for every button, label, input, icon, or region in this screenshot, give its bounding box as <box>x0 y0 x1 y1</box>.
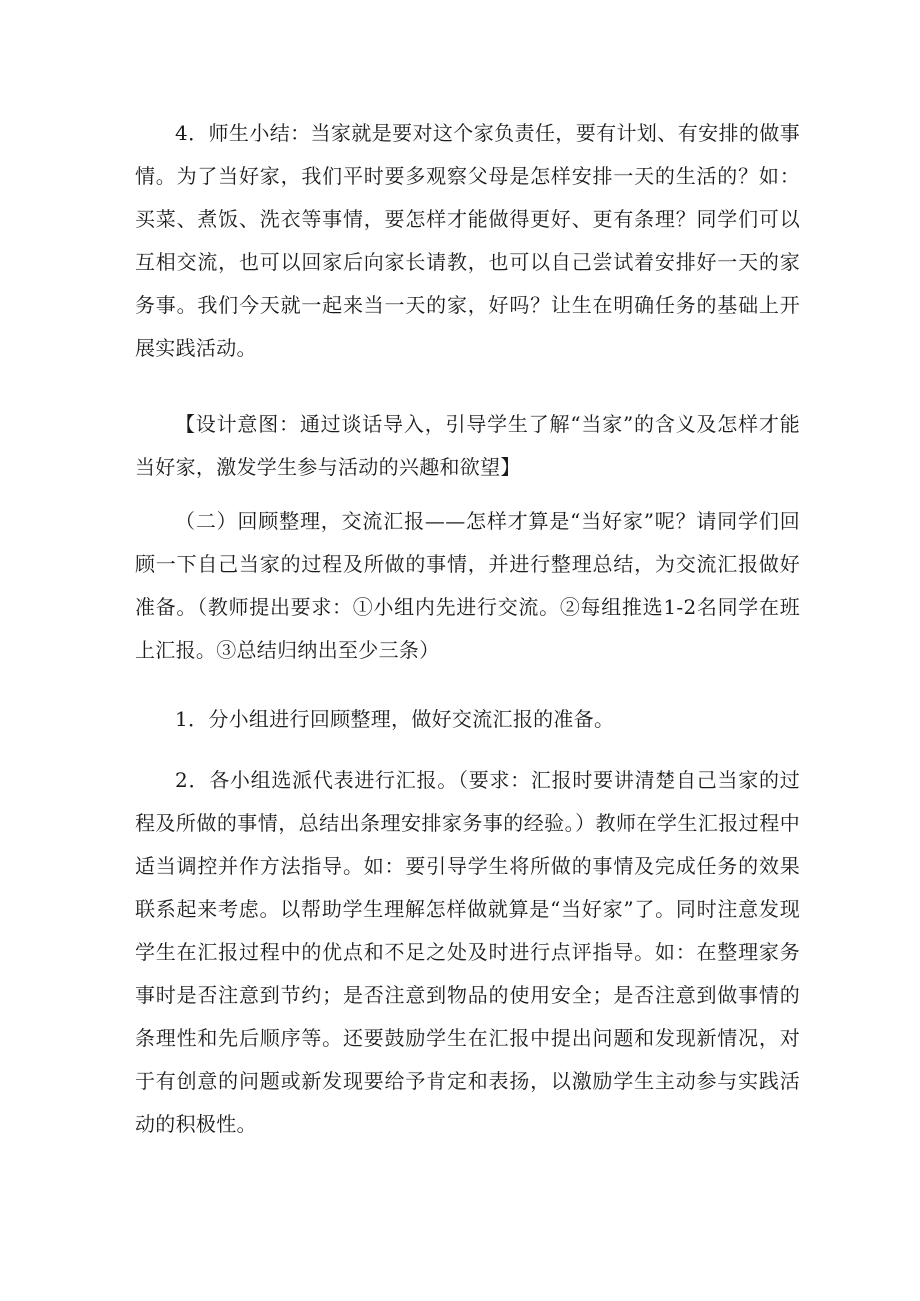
paragraph-step-one: 1．分小组进行回顾整理，做好交流汇报的准备。 <box>175 707 615 731</box>
paragraph-design-intent: 【设计意图：通过谈话导入，引导学生了解“当家”的含义及怎样才能当好家，激发学生参与活动的兴趣和欲望】 <box>135 412 800 479</box>
paragraph-step-two: 2．各小组选派代表进行汇报。（要求：汇报时要讲清楚自己当家的过程及所做的事情，总结出条理安排家务事的经验。）教师在学生汇报过程中适当调控并作方法指导。如：要引导学生将所做的事情及完成任务的效果联系起来考虑。以帮助学生理解怎样做就算是“当好家”了。同时注意发现学生在汇报过程中的优点和不足之处及时进行点评指导。如：在整理家务事时是否注意到节约；是否注意到物品的使用安全；是否注意到做事情的条理性和先后顺序等。还要鼓励学生在汇报中提出问题和发现新情况，对于有创意的问题或新发现要给予肯定和表扬，以激励学生主动参与实践活动的积极性。 <box>135 768 800 1136</box>
paragraph-teacher-student-summary: 4．师生小结：当家就是要对这个家负责任，要有计划、有安排的做事情。为了当好家，我们平时要多观察父母是怎样安排一天的生活的？如：买菜、煮饭、洗衣等事情，要怎样才能做得更好、更有条理？同学们可以互相交流，也可以回家后向家长请教，也可以自己尝试着安排好一天的家务事。我们今天就一起来当一天的家，好吗？让生在明确任务的基础上开展实践活动。 <box>135 121 800 360</box>
paragraph-review-and-report: （二）回顾整理，交流汇报——怎样才算是“当好家”呢？请同学们回顾一下自己当家的过程及所做的事情，并进行整理总结，为交流汇报做好准备。（教师提出要求：①小组内先进行交流。②每组推选1-2名同学在班上汇报。③总结归纳出至少三条） <box>135 509 800 662</box>
